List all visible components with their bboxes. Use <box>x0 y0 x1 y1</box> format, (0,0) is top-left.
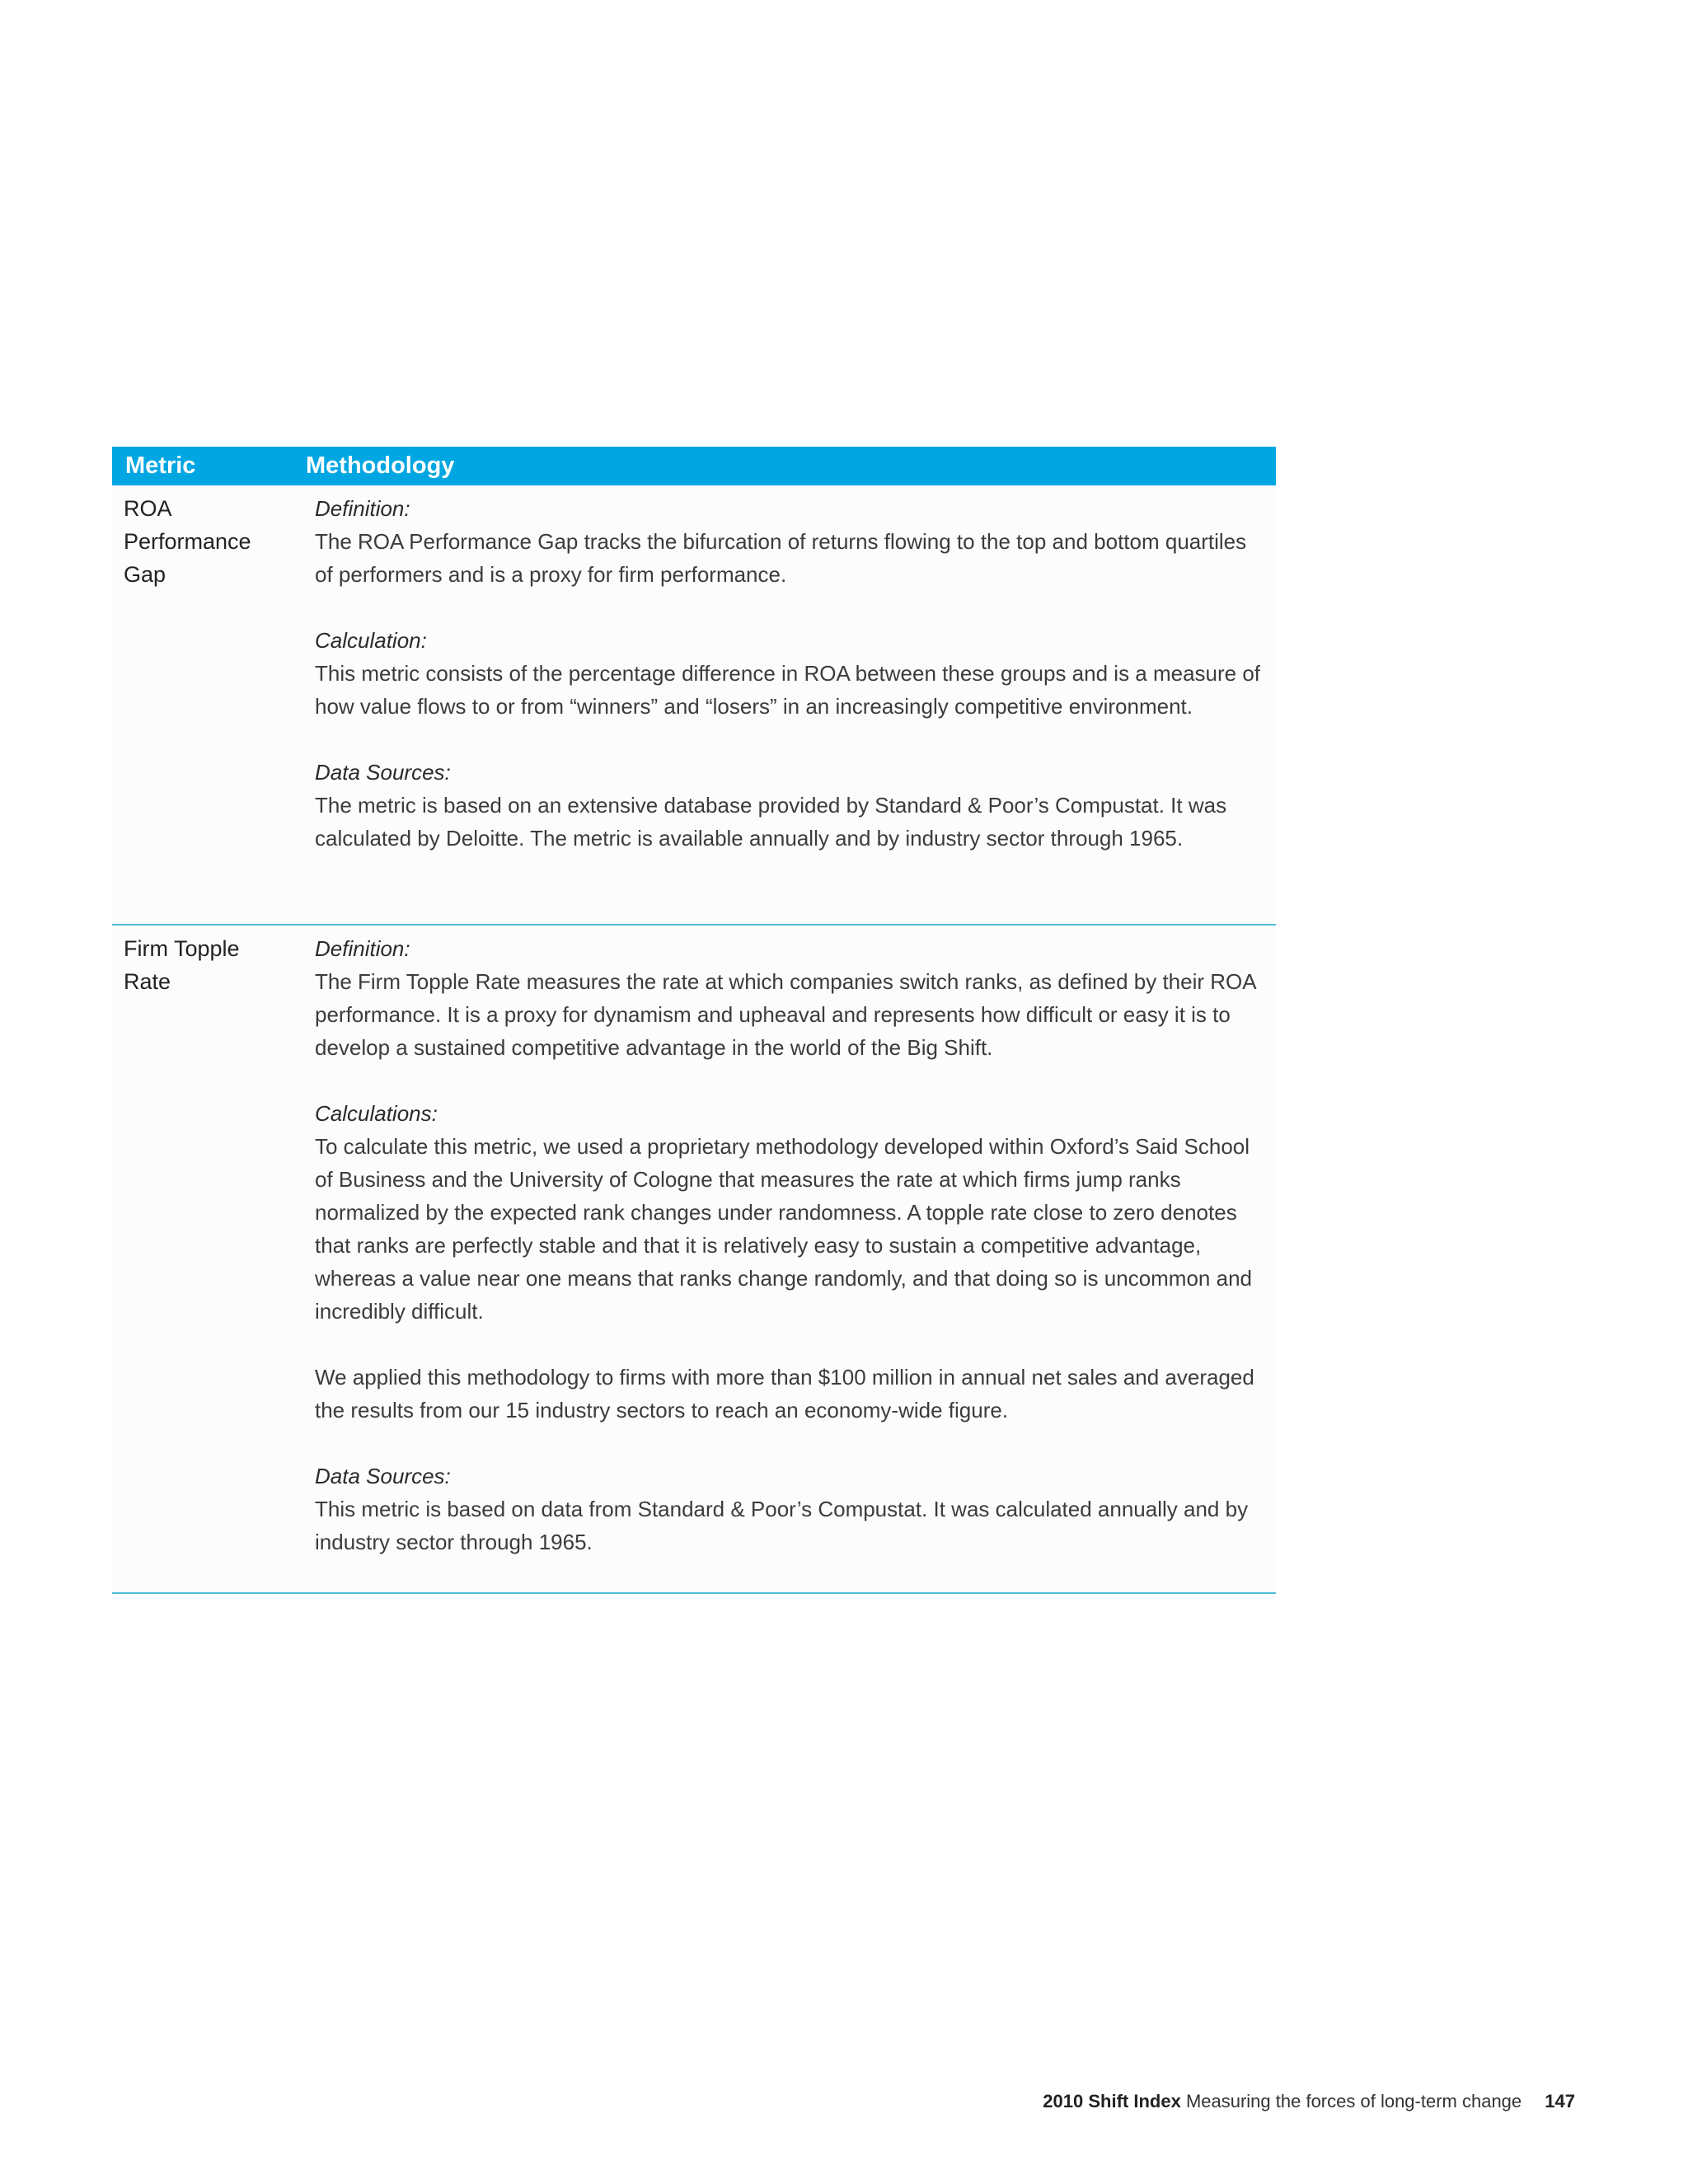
methodology-table <box>112 447 1276 1594</box>
block-text: The Firm Topple Rate measures the rate at which companies switch ranks, as defined by their ROA performance. It is a proxy for dynamism and upheaval and represents how difficult or easy it is to develop a sustained competitive advantage in the world of the Big Shift. <box>315 969 1256 1060</box>
method-block <box>315 1361 1268 1427</box>
table-header <box>112 447 1276 485</box>
table-row-topple <box>112 926 1276 1594</box>
header-metric: Metric <box>125 452 196 479</box>
metric-line: Performance <box>124 529 251 554</box>
table-row-roa <box>112 485 1276 926</box>
method-block <box>315 756 1268 855</box>
block-text: We applied this methodology to firms with more than $100 million in annual net sales and averaged the results from our 15 industry sectors to reach an economy-wide figure. <box>315 1365 1254 1422</box>
method-block <box>315 1460 1268 1558</box>
block-text: This metric is based on data from Standard & Poor’s Compustat. It was calculated annually and by industry sector through 1965. <box>315 1497 1249 1554</box>
method-block <box>315 932 1268 1064</box>
block-label: Calculations: <box>315 1101 438 1126</box>
method-block <box>315 624 1268 723</box>
metric-line: Firm Topple <box>124 936 240 961</box>
metric-name <box>112 485 315 924</box>
block-label: Data Sources: <box>315 1464 451 1488</box>
footer-subtitle: Measuring the forces of long-term change <box>1185 2091 1522 2111</box>
block-text: The ROA Performance Gap tracks the bifurcation of returns flowing to the top and bottom quartiles of performers and is a proxy for firm performance. <box>315 529 1247 587</box>
metric-line: Rate <box>124 969 171 994</box>
page-footer <box>1043 2091 1575 2112</box>
metric-line: ROA <box>124 496 172 521</box>
block-text: The metric is based on an extensive database provided by Standard & Poor’s Compustat. It was calculated by Deloitte. The metric is available annually and by industry sector through 1965. <box>315 793 1227 851</box>
page-number: 147 <box>1545 2091 1575 2111</box>
block-text: To calculate this metric, we used a proprietary methodology developed within Oxford’s Said School of Business and the University of Cologne that measures the rate at which firms jump ranks normalized by the expected rank changes under randomness. A topple rate close to zero denotes that ranks are perfectly stable and that it is relatively easy to sustain a competitive advantage, whereas a value near one means that ranks change randomly, and that doing so is uncommon and incredibly difficult. <box>315 1134 1252 1324</box>
block-label: Definition: <box>315 496 410 521</box>
metric-name <box>112 926 315 1592</box>
footer-title: 2010 Shift Index <box>1043 2091 1181 2111</box>
block-label: Definition: <box>315 936 410 961</box>
methodology-cell <box>315 926 1276 1592</box>
metric-line: Gap <box>124 562 166 587</box>
method-block <box>315 492 1268 591</box>
methodology-cell <box>315 485 1276 924</box>
header-methodology: Methodology <box>306 452 455 479</box>
block-label: Calculation: <box>315 628 427 653</box>
method-block <box>315 1097 1268 1328</box>
block-label: Data Sources: <box>315 760 451 785</box>
block-text: This metric consists of the percentage difference in ROA between these groups and is a measure of how value flows to or from “winners” and “losers” in an increasingly competitive environment. <box>315 661 1261 719</box>
